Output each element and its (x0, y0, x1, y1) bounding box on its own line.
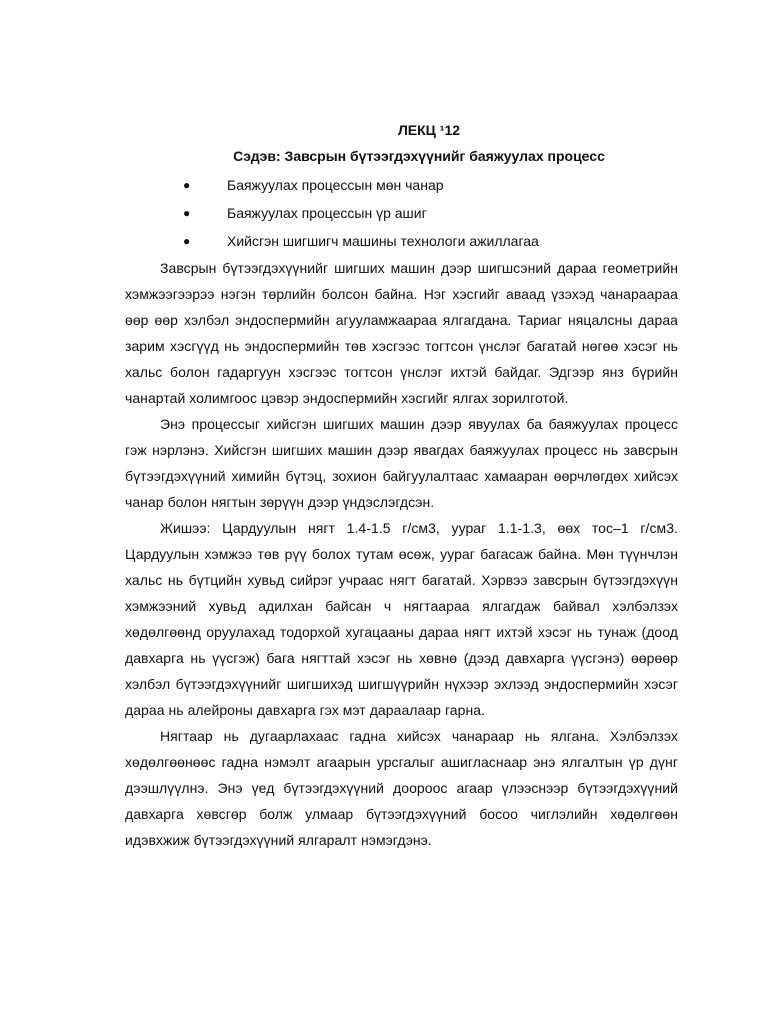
bullet-icon: ● (183, 178, 191, 192)
bullet-text: Баяжуулах процессын мөн чанар (227, 177, 444, 193)
lecture-title: ЛЕКЦ ¹12 (397, 122, 461, 138)
body-paragraph: Жишээ: Цардуулын нягт 1.4-1.5 г/см3, уураг 1.1-1.3, өөх тос–1 г/см3. Цардуулын хэмжээ төв рүү болох тутам өсөж, уураг багасаж байна. Мөн түүнчлэн хальс нь бүтцийн хувьд сийрэг учраас нягт багатай. Хэрвээ завсрын бүтээгдэхүүн хэмжээний хувьд адилхан байсан ч нягтаараа ялгагдаж байвал хэлбэлзэх хөдөлгөөнд оруулахад тодорхой хугацааны дараа нягт ихтэй хэсэг нь тунаж (доод давхарга нь үүсгэж) бага нягттай хэсэг нь хөвнө (дээд давхарга үүсгэнэ) өөрөөр хэлбэл бүтээгдэхүүнийг шигшихэд шигшүүрийн нүхээр эхлээд эндоспермийн хэсэг дараа нь алейроны давхарга гэх мэт дараалаар гарна. (125, 520, 678, 718)
bullet-text: Хийсгэн шигшигч машины технологи ажиллагаа (227, 233, 539, 249)
bullet-item (125, 227, 678, 255)
bullet-icon: ● (183, 234, 191, 248)
body-paragraph: Завсрын бүтээгдэхүүнийг шигших машин дээр шигшсэний дараа геометрийн хэмжээгээрээ нэгэн төрлийн болсон байна. Нэг хэсгийг аваад үзэхэд чанараараа өөр өөр хэлбэл эндоспермийн агууламжаараа ялгагдана. Тариаг няцалсны дараа зарим хэсгүүд нь эндоспермийн төв хэсгээс тогтсон үнслэг багатай нөгөө хэсэг нь хальс болон гадаргуун хэсгээс тогтсон үнслэг ихтэй байдаг. Эдгээр янз бүрийн чанартай холимгоос цэвэр эндоспермийн хэсгийг ялгах зорилготой. (125, 260, 678, 406)
bullet-icon: ● (183, 206, 191, 220)
document-page (125, 117, 678, 853)
body-paragraph: Нягтаар нь дугаарлахаас гадна хийсэх чанараар нь ялгана. Хэлбэлзэх хөдөлгөөнөөс гадна нэмэлт агаарын урсгалыг ашигласнаар энэ ялгалтын үр дүнг дээшлүүлнэ. Энэ үед бүтээгдэхүүний доороос агаар үлээснээр бүтээгдэхүүний давхарга хөвсгөр болж улмаар бүтээгдэхүүний босоо чиглэлийн хөдөлгөөн идэвхжиж бүтээгдэхүүний ялгаралт нэмэгдэнэ. (125, 728, 678, 848)
body-paragraph: Энэ процессыг хийсгэн шигших машин дээр явуулах ба баяжуулах процесс гэж нэрлэнэ. Хийсгэн шигших машин дээр явагдах баяжуулах процесс нь завсрын бүтээгдэхүүний химийн бүтэц, зохион байгуулалтаас хамааран өөрчлөгдөх хийсэх чанар болон нягтын зөрүүн дээр үндэслэгдсэн. (125, 416, 678, 510)
topic-bullet-list (125, 171, 678, 255)
topic-subtitle: Сэдэв: Завсрын бүтээгдэхүүнийг баяжуулах процесс (233, 148, 605, 164)
bullet-item (125, 171, 678, 199)
bullet-text: Баяжуулах процессын үр ашиг (227, 205, 427, 221)
bullet-item (125, 199, 678, 227)
